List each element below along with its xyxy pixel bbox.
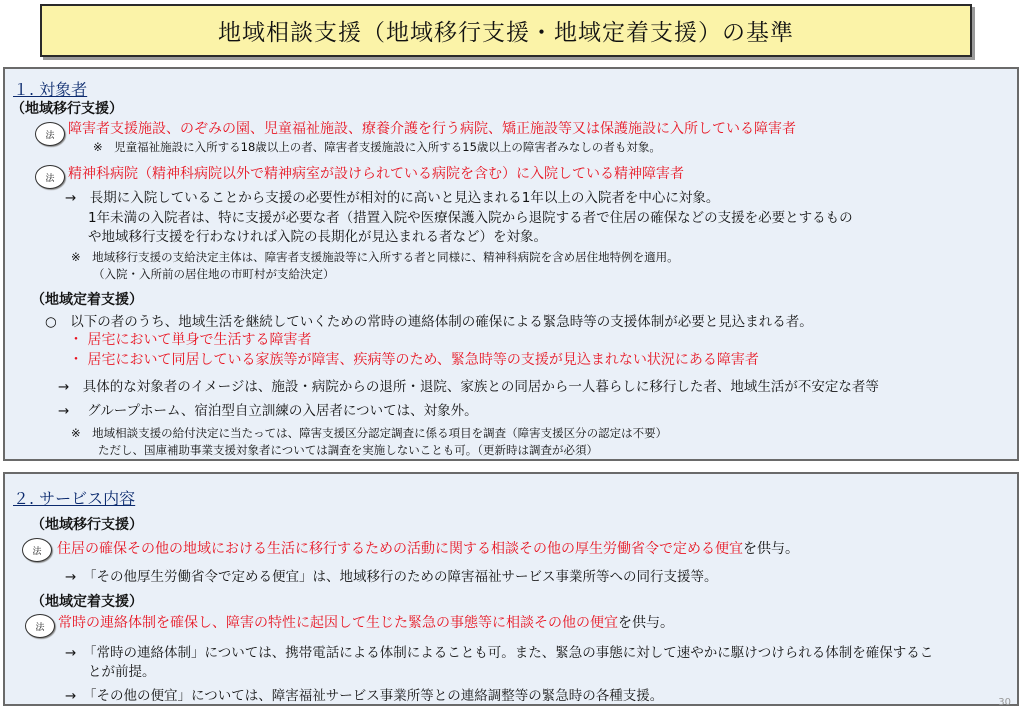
transition-target-1-note: ※ 児童福祉施設に入所する18歳以上の者、障害者支援施設に入所する15歳以上の障害者みなしの者も対象。 xyxy=(93,140,661,154)
transition-heading: （地域移行支援） xyxy=(11,101,123,117)
transition-target-2-line2: 1年未満の入院者は、特に支援が必要な者（措置入院や医療保護入院から退院する者で住居の確保などの支援を必要とするもの xyxy=(88,210,853,226)
service-settlement-heading: （地域定着支援） xyxy=(31,594,143,610)
page-number: 30 xyxy=(998,697,1011,708)
transition-target-2-line3: や地域移行支援を行わなければ入院の長期化が見込まれる者など）を対象。 xyxy=(88,229,547,245)
service-transition-heading: （地域移行支援） xyxy=(31,517,143,533)
service-settlement-main-red: 常時の連絡体制を確保し、障害の特性に起因して生じた緊急の事態等に相談その他の便宜 xyxy=(58,615,618,631)
service-settlement-arrow-1-cont: とが前提。 xyxy=(88,664,156,680)
settlement-bullet-1: ・ 居宅において単身で生活する障害者 xyxy=(69,332,312,348)
transition-target-2-arrow: → 長期に入院していることから支援の必要性が相対的に高いと見込まれる1年以上の入院者を中心に対象。 xyxy=(65,190,720,206)
section1-heading: １. 対象者 xyxy=(13,80,88,99)
transition-note-2: （入院・入所前の居住地の市町村が支給決定） xyxy=(93,267,335,281)
transition-target-2: 精神科病院（精神科病院以外で精神病室が設けられている病院を含む）に入院している精神障害者 xyxy=(68,166,684,182)
service-settlement-main-tail: を供与。 xyxy=(618,615,674,631)
target-panel xyxy=(3,67,1019,461)
service-transition-main-red: 住居の確保その他の地域における生活に移行するための活動に関する相談その他の厚生労働省令で定める便宜 xyxy=(57,541,743,557)
transition-note-1: ※ 地域移行支援の支給決定主体は、障害者支援施設等に入所する者と同様に、精神科病院を含め居住地特例を適用。 xyxy=(71,250,679,264)
settlement-note-2: ただし、国庫補助事業支援対象者については調査を実施しないことも可。（更新時は調査が必須） xyxy=(98,443,599,457)
law-badge-icon: 法 xyxy=(25,614,55,638)
law-badge-icon: 法 xyxy=(35,122,65,146)
transition-target-1: 障害者支援施設、のぞみの園、児童福祉施設、療養介護を行う病院、矯正施設等又は保護施設に入所している障害者 xyxy=(68,121,796,137)
settlement-intro: ○ 以下の者のうち、地域生活を継続していくための常時の連絡体制の確保による緊急時等の支援体制が必要と見込まれる者。 xyxy=(45,314,813,330)
law-badge-icon: 法 xyxy=(22,538,52,562)
service-panel xyxy=(3,472,1019,706)
service-settlement-arrow-1: → 「常時の連絡体制」については、携帯電話による体制によることも可。また、緊急の事態に対して速やかに駆けつけられる体制を確保するこ xyxy=(65,645,934,661)
settlement-arrow-1: → 具体的な対象者のイメージは、施設・病院からの退所・退院、家族との同居から一人暮らしに移行した者、地域生活が不安定な者等 xyxy=(58,379,879,395)
section2-heading: ２. サービス内容 xyxy=(13,489,136,508)
page-title: 地域相談支援（地域移行支援・地域定着支援）の基準 xyxy=(218,20,794,46)
law-badge-icon: 法 xyxy=(35,165,65,189)
service-settlement-arrow-2: → 「その他の便宜」については、障害福祉サービス事業所等との連絡調整等の緊急時の各種支援。 xyxy=(65,688,664,704)
settlement-note-1: ※ 地域相談支援の給付決定に当たっては、障害支援区分認定調査に係る項目を調査（障害支援区分の認定は不要） xyxy=(71,426,668,440)
service-transition-main-tail: を供与。 xyxy=(743,541,799,557)
service-settlement-main xyxy=(58,612,674,632)
service-transition-arrow: → 「その他厚生労働省令で定める便宜」は、地域移行のための障害福祉サービス事業所等への同行支援等。 xyxy=(65,569,718,585)
settlement-bullet-2: ・ 居宅において同居している家族等が障害、疾病等のため、緊急時等の支援が見込まれない状況にある障害者 xyxy=(69,352,759,368)
title-box xyxy=(40,4,972,57)
settlement-heading: （地域定着支援） xyxy=(31,292,143,308)
settlement-arrow-2: → グループホーム、宿泊型自立訓練の入居者については、対象外。 xyxy=(58,403,478,419)
service-transition-main xyxy=(57,538,799,558)
